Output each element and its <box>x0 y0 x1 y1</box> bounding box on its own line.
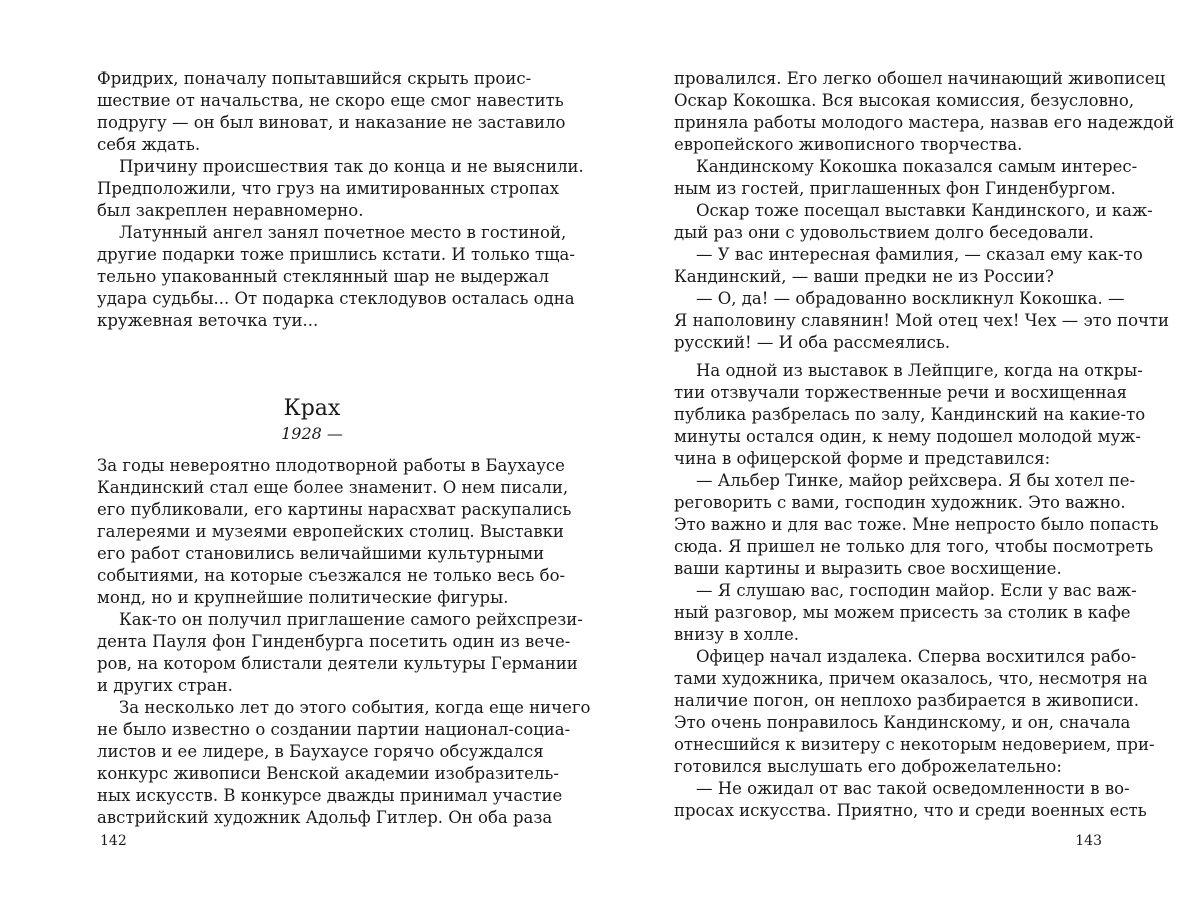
text-line: готовился выслушать его доброжелательно: <box>674 757 1062 776</box>
text-line: тии отзвучали торжественные речи и восхищенная <box>674 383 1127 402</box>
text-line: приняла работы молодого мастера, назвав его надеждой <box>674 113 1175 132</box>
left-page <box>97 0 591 900</box>
text-line: реговорить с вами, господин художник. Это важно. <box>674 493 1126 512</box>
text-line: провалился. Его легко обошел начинающий живописец <box>674 69 1166 88</box>
text-line: дента Пауля фон Гинденбурга посетить один из вече- <box>97 632 571 651</box>
text-line: Офицер начал издалека. Сперва восхитился рабо- <box>696 647 1137 666</box>
text-line: На одной из выставок в Лейпциге, когда на откры- <box>696 361 1143 380</box>
text-line: ный разговор, мы можем присесть за столик в кафе <box>674 603 1131 622</box>
text-line: тами художника, причем оказалось, что, несмотря на <box>674 669 1148 688</box>
text-line: событиями, на которые съезжался не только весь бо- <box>97 566 566 585</box>
text-line: удара судьбы... От подарка стеклодувов осталась одна <box>97 289 575 308</box>
text-line: чина в офицерской форме и представился: <box>674 449 1051 468</box>
text-line: европейского живописного творчества. <box>674 135 1023 154</box>
text-line: Кандинскому Кокошка показался самым интерес- <box>696 157 1138 176</box>
text-line: ных искусств. В конкурсе дважды принимал участие <box>97 786 563 805</box>
text-line: конкурс живописи Венской академии изобразитель- <box>97 764 559 783</box>
text-line: — У вас интересная фамилия, — сказал ему как-то <box>696 245 1143 264</box>
text-line: листов и ее лидере, в Баухаусе горячо обсуждался <box>97 742 544 761</box>
text-line: — О, да! — обрадованно воскликнул Кокошка. — <box>696 289 1125 308</box>
text-line: — Не ожидал от вас такой осведомленности в во- <box>696 779 1130 798</box>
text-line: просах искусства. Приятно, что и среди военных есть <box>674 801 1147 820</box>
text-line: Это очень понравилось Кандинскому, и он, сначала <box>674 713 1131 732</box>
text-line: Кандинский стал еще более знаменит. О нем писали, <box>97 478 569 497</box>
text-line: публика разбрелась по залу, Кандинский на какие-то <box>674 405 1146 424</box>
text-line: тельно упакованный стеклянный шар не выдержал <box>97 267 549 286</box>
text-line: другие подарки тоже пришлись кстати. И только тща- <box>97 245 575 264</box>
page-number-right: 143 <box>1075 833 1102 849</box>
text-line: сюда. Я пришел не только для того, чтобы посмотреть <box>674 537 1154 556</box>
chapter-year: 1928 — <box>281 424 343 443</box>
text-line: Оскар тоже посещал выставки Кандинского, и каж- <box>696 201 1153 220</box>
text-line: галереями и музеями европейских столиц. Выставки <box>97 522 564 541</box>
chapter-title: Крах <box>283 396 341 421</box>
text-line: шествие от начальства, не скоро еще смог навестить <box>97 91 564 110</box>
text-line: его работ становились величайшими культурными <box>97 544 545 563</box>
text-line: Предположили, что груз на имитированных стропах <box>97 179 560 198</box>
text-line: был закреплен неравномерно. <box>97 201 364 220</box>
text-line: дый раз они с удовольствием долго беседовали. <box>674 223 1094 242</box>
text-line: ным из гостей, приглашенных фон Гинденбургом. <box>674 179 1116 198</box>
text-line: подругу — он был виноват, и наказание не заставило <box>97 113 566 132</box>
text-line: ваши картины и выразить свое восхищение. <box>674 559 1062 578</box>
text-line: За годы невероятно плодотворной работы в Баухаусе <box>97 456 565 475</box>
text-line: ров, на котором блистали деятели культуры Германии <box>97 654 578 673</box>
text-line: Кандинский, — ваши предки не из России? <box>674 267 1054 286</box>
text-line: его публиковали, его картины нарасхват раскупались <box>97 500 572 519</box>
text-line: себя ждать. <box>97 135 201 154</box>
text-line: австрийский художник Адольф Гитлер. Он оба раза <box>97 808 553 827</box>
right-page <box>674 0 1175 900</box>
text-line: Оскар Кокошка. Вся высокая комиссия, безусловно, <box>674 91 1135 110</box>
text-line: Я наполовину славянин! Мой отец чех! Чех — это почти <box>674 311 1170 330</box>
text-line: монд, но и крупнейшие политические фигуры. <box>97 588 509 607</box>
page-number-left: 142 <box>100 833 127 849</box>
text-line: Причину происшествия так до конца и не выяснили. <box>119 157 584 176</box>
text-line: Как-то он получил приглашение самого рейхспрези- <box>119 610 583 629</box>
text-line: не было известно о создании партии национал-социа- <box>97 720 571 739</box>
text-line: — Я слушаю вас, господин майор. Если у вас важ- <box>696 581 1137 600</box>
text-line: русский! — И оба рассмеялись. <box>674 333 951 352</box>
text-line: Фридрих, поначалу попытавшийся скрыть проис- <box>97 69 532 88</box>
text-line: минуты остался один, к нему подошел молодой муж- <box>674 427 1141 446</box>
text-line: Это важно и для вас тоже. Мне непросто было попасть <box>674 515 1159 534</box>
text-line: внизу в холле. <box>674 625 799 644</box>
text-line: наличие погон, он неплохо разбирается в живописи. <box>674 691 1139 710</box>
text-line: — Альбер Тинке, майор рейхсвера. Я бы хотел пе- <box>696 471 1136 490</box>
text-line: кружевная веточка туи... <box>97 311 319 330</box>
text-line: и других стран. <box>97 676 233 695</box>
text-line: Латунный ангел занял почетное место в гостиной, <box>119 223 567 242</box>
text-line: отнесшийся к визитеру с некоторым недоверием, при- <box>674 735 1155 754</box>
text-line: За несколько лет до этого события, когда еще ничего <box>119 698 591 717</box>
